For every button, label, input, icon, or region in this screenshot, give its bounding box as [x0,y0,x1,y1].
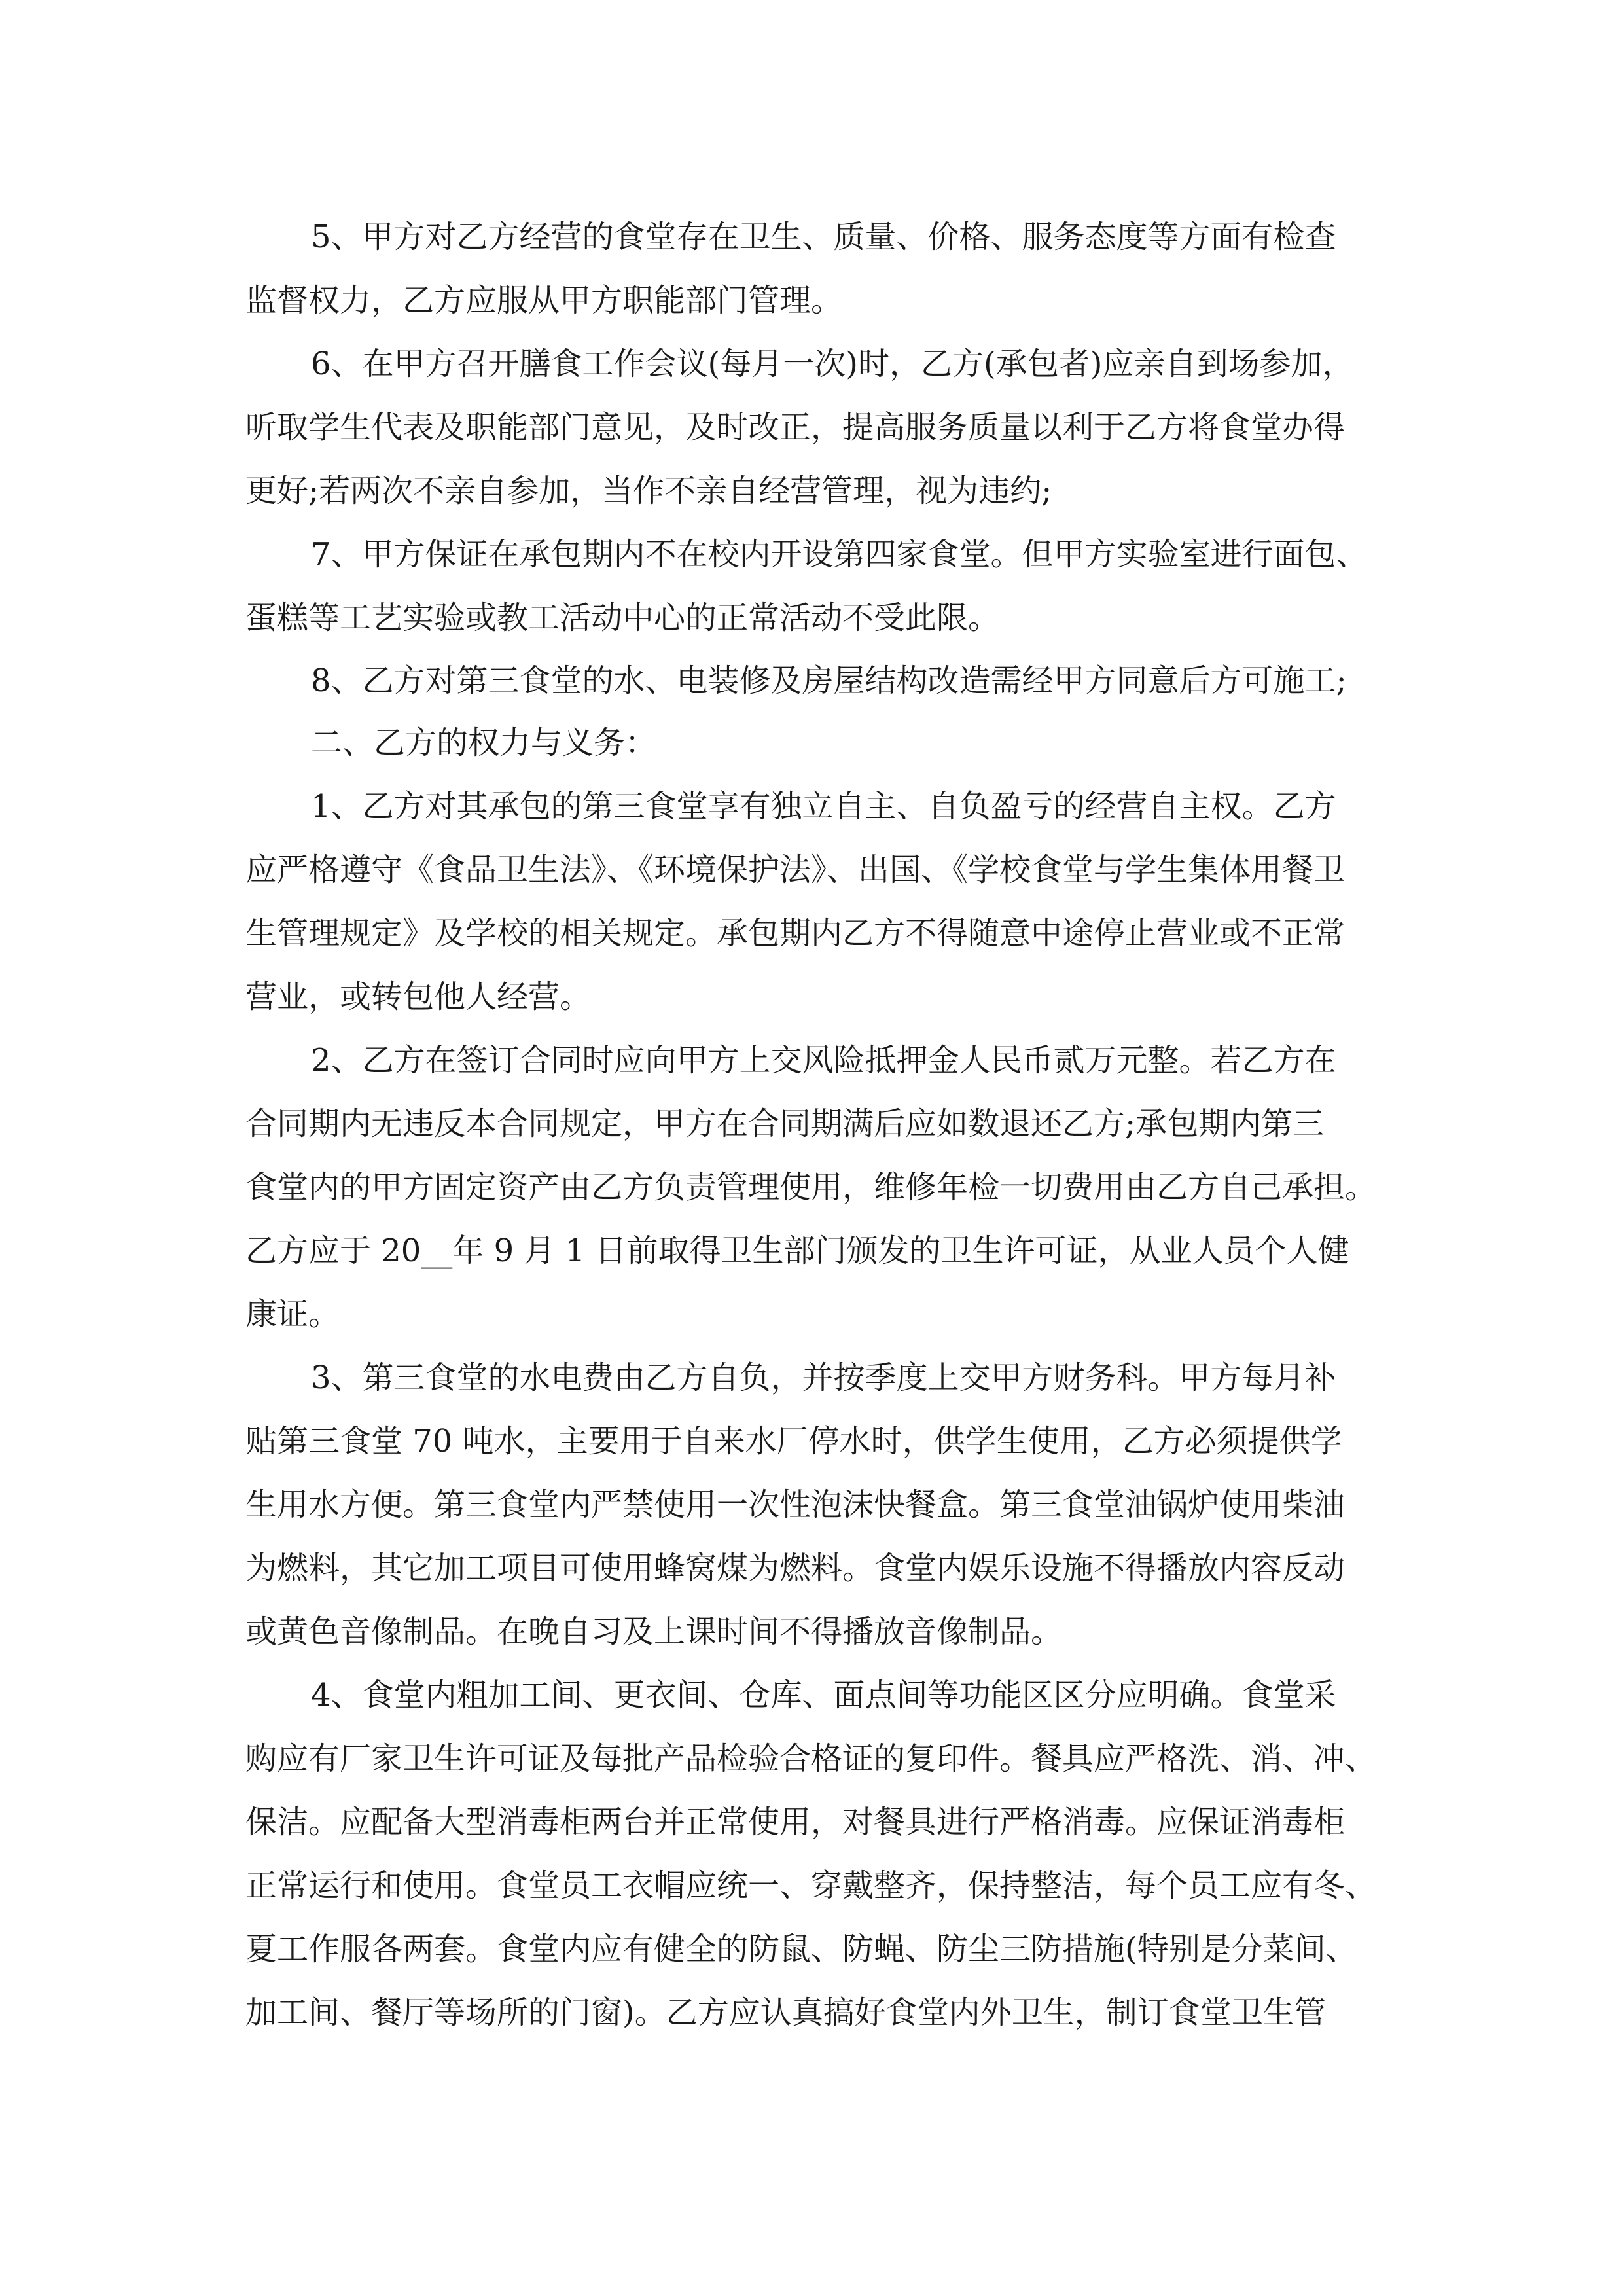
text-line: 监督权力，乙方应服从甲方职能部门管理。 [245,282,843,319]
text-line: 生管理规定》及学校的相关规定。承包期内乙方不得随意中途停止营业或不正常 [245,915,1346,952]
text-line: 正常运行和使用。食堂员工衣帽应统一、穿戴整齐，保持整洁，每个员工应有冬、 [245,1867,1377,1904]
text-line: 6、在甲方召开膳食工作会议(每月一次)时，乙方(承包者)应亲自到场参加， [311,346,1354,382]
text-line: 保洁。应配备大型消毒柜两台并正常使用，对餐具进行严格消毒。应保证消毒柜 [245,1804,1346,1840]
text-line: 听取学生代表及职能部门意见，及时改正，提高服务质量以利于乙方将食堂办得 [245,409,1346,446]
section-heading: 二、乙方的权力与义务： [311,725,657,761]
text-line: 购应有厂家卫生许可证及每批产品检验合格证的复印件。餐具应严格洗、消、冲、 [245,1740,1377,1777]
text-line: 应严格遵守《食品卫生法》、《环境保护法》、出国、《学校食堂与学生集体用餐卫 [245,852,1346,888]
text-line: 加工间、餐厅等场所的门窗)。乙方应认真搞好食堂内外卫生，制订食堂卫生管 [245,1994,1326,2031]
text-line: 3、第三食堂的水电费由乙方自负，并按季度上交甲方财务科。甲方每月补 [311,1359,1336,1396]
text-line: 夏工作服各两套。食堂内应有健全的防鼠、防蝇、防尘三防措施(特别是分菜间、 [245,1931,1357,1967]
text-line: 营业，或转包他人经营。 [245,978,592,1015]
text-line: 2、乙方在签订合同时应向甲方上交风险抵押金人民币贰万元整。若乙方在 [311,1042,1336,1079]
text-line: 1、乙方对其承包的第三食堂享有独立自主、自负盈亏的经营自主权。乙方 [311,788,1336,825]
text-line: 乙方应于 20__年 9 月 1 日前取得卫生部门颁发的卫生许可证，从业人员个人健 [245,1232,1349,1269]
text-line: 食堂内的甲方固定资产由乙方负责管理使用，维修年检一切费用由乙方自己承担。 [245,1169,1377,1206]
text-line: 为燃料，其它加工项目可使用蜂窝煤为燃料。食堂内娱乐设施不得播放内容反动 [245,1550,1346,1587]
text-line: 或黄色音像制品。在晚自习及上课时间不得播放音像制品。 [245,1613,1063,1650]
text-line: 8、乙方对第三食堂的水、电装修及房屋结构改造需经甲方同意后方可施工; [311,662,1347,699]
text-line: 7、甲方保证在承包期内不在校内开设第四家食堂。但甲方实验室进行面包、 [311,536,1368,573]
text-line: 更好;若两次不亲自参加，当作不亲自经营管理，视为违约; [245,473,1052,509]
text-line: 生用水方便。第三食堂内严禁使用一次性泡沫快餐盒。第三食堂油锅炉使用柴油 [245,1486,1346,1523]
text-line: 合同期内无违反本合同规定，甲方在合同期满后应如数退还乙方;承包期内第三 [245,1105,1325,1142]
text-line: 蛋糕等工艺实验或教工活动中心的正常活动不受此限。 [245,600,1000,636]
text-line: 康证。 [245,1296,340,1333]
text-line: 贴第三食堂 70 吨水，主要用于自来水厂停水时，供学生使用，乙方必须提供学 [245,1423,1342,1460]
text-line: 5、甲方对乙方经营的食堂存在卫生、质量、价格、服务态度等方面有检查 [311,219,1336,255]
text-line: 4、食堂内粗加工间、更衣间、仓库、面点间等功能区区分应明确。食堂采 [311,1677,1336,1713]
